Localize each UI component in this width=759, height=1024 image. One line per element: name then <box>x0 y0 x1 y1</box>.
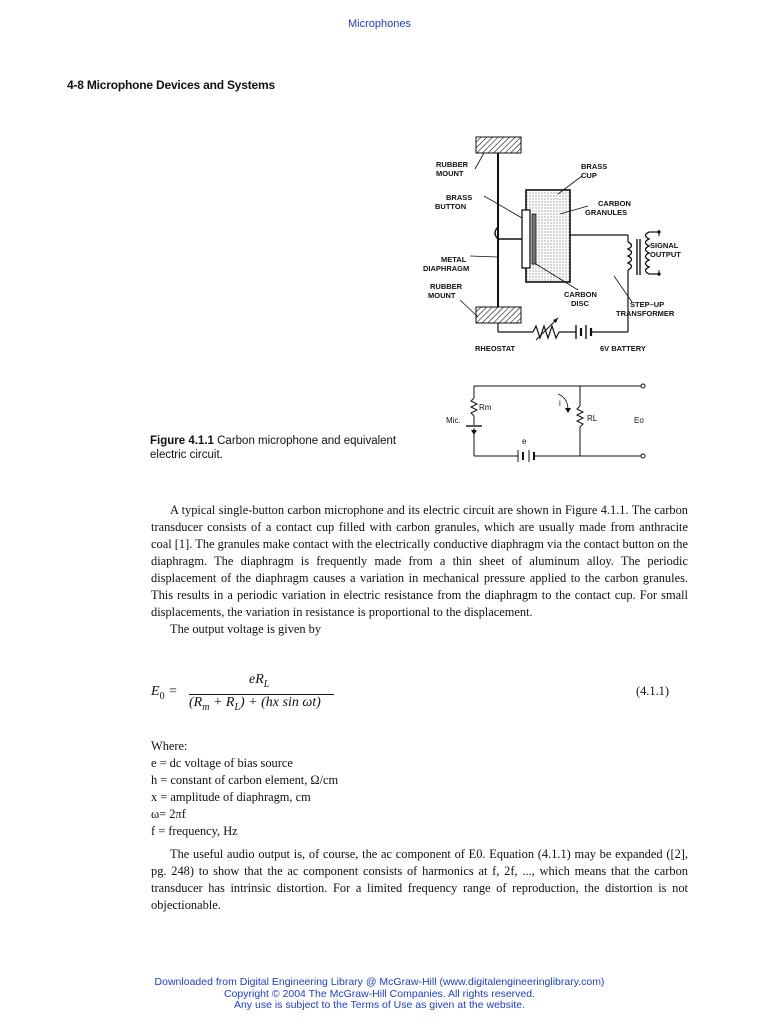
label-rm: Rm <box>479 403 492 412</box>
brass-button <box>522 210 530 268</box>
label-carbon-disc-2: DISC <box>571 299 589 308</box>
label-eo: Eo <box>634 416 644 425</box>
where-item: ω= 2πf <box>151 807 186 821</box>
label-e: e <box>522 437 527 446</box>
label-brass-button: BRASS <box>446 193 473 202</box>
label-metal-diaphragm: METAL <box>441 255 467 264</box>
label-rubber-mount-bottom-2: MOUNT <box>428 291 456 300</box>
label-rl: RL <box>587 414 598 423</box>
equivalent-circuit <box>442 378 670 464</box>
body-text <box>151 502 688 638</box>
label-brass-cup-2: CUP <box>581 171 597 180</box>
label-rubber-mount-top-2: MOUNT <box>436 169 464 178</box>
label-carbon-disc: CARBON <box>564 290 597 299</box>
label-battery: 6V BATTERY <box>600 344 646 353</box>
rm-resistor <box>471 398 477 416</box>
figure-caption-text: Carbon microphone and equivalent electric circuit. <box>150 435 397 461</box>
label-transformer: TRANSFORMER <box>616 309 675 318</box>
where-title: Where: <box>151 739 188 753</box>
rl-resistor <box>577 406 583 427</box>
paragraph-1: A typical single-button carbon microphone and its electric circuit are shown in Figure 4.1.1. The carbon transducer consists of a contact cup filled with carbon granules, which are usually made from anthracite coal [1]. The granules make contact with the electrically conductive diaphragm via the contact button on the diaphragm. The diaphragm is frequently made from a thin sheet of aluminum alloy. The periodic displacement of the diaphragm causes a variation in mechanical pressure applied to the carbon granules. This results in a periodic variation in electric resistance from the diaphragm to the contact cup. For small displacements, the variation in resistance is proportional to the displacement. <box>151 503 688 619</box>
label-mic: Mic. <box>446 416 461 425</box>
footer-line-1[interactable]: Downloaded from Digital Engineering Library @ McGraw-Hill (www.digitalengineeringlibrary.com) <box>154 976 605 988</box>
rubber-mount-top <box>476 137 521 153</box>
paragraph-2: The output voltage is given by <box>170 622 322 636</box>
equation-4-1-1: $E_0$ = $eR_L$ $(R_m + R_L) + (hx$ sin ωt) (4.1.1) <box>151 672 669 713</box>
label-brass-cup: BRASS <box>581 162 608 171</box>
section-title: 4-8 Microphone Devices and Systems <box>67 78 275 92</box>
where-item: x = amplitude of diaphragm, cm <box>151 790 311 804</box>
label-signal-output-2: OUTPUT <box>650 250 681 259</box>
label-current: i <box>559 399 561 408</box>
equation-number: (4.1.1) <box>635 684 669 698</box>
label-step-up: STEP–UP <box>630 300 665 309</box>
footer-line-2: Copyright © 2004 The McGraw-Hill Companies. All rights reserved. <box>224 987 535 1000</box>
figure-caption <box>150 434 415 462</box>
footer <box>0 977 759 1012</box>
where-item: e = dc voltage of bias source <box>151 756 293 770</box>
label-brass-button-2: BUTTON <box>435 202 467 211</box>
running-header: Microphones <box>348 18 411 30</box>
rheostat-symbol <box>533 326 559 338</box>
label-carbon-granules: CARBON <box>598 199 631 208</box>
label-carbon-granules-2: GRANULES <box>585 208 628 217</box>
where-item: h = constant of carbon element, Ω/cm <box>151 773 339 787</box>
label-signal-output: SIGNAL <box>650 241 679 250</box>
where-list <box>151 738 338 840</box>
label-metal-diaphragm-2: DIAPHRAGM <box>423 264 470 273</box>
paragraph-3: The useful audio output is, of course, the ac component of E0. Equation (4.1.1) may be expanded ([2], pg. 248) to show that the ac component consists of harmonics at f, 2f, ..., which means that the carbon transducer has intrinsic distortion. For a limited frequency range of reproduction, the distortion is not objectionable. <box>151 847 688 912</box>
label-rheostat: RHEOSTAT <box>475 344 516 353</box>
where-item: f = frequency, Hz <box>151 824 238 838</box>
carbon-microphone-diagram <box>418 132 688 362</box>
step-up-transformer <box>628 242 632 270</box>
figure-caption-label: Figure 4.1.1 <box>150 435 214 447</box>
rubber-mount-bottom <box>476 307 521 323</box>
carbon-disc <box>532 214 536 264</box>
label-rubber-mount-bottom: RUBBER <box>430 282 463 291</box>
body-text-2 <box>151 846 688 914</box>
footer-line-3[interactable]: Any use is subject to the Terms of Use as given at the website. <box>233 999 526 1011</box>
label-rubber-mount-top: RUBBER <box>436 160 469 169</box>
